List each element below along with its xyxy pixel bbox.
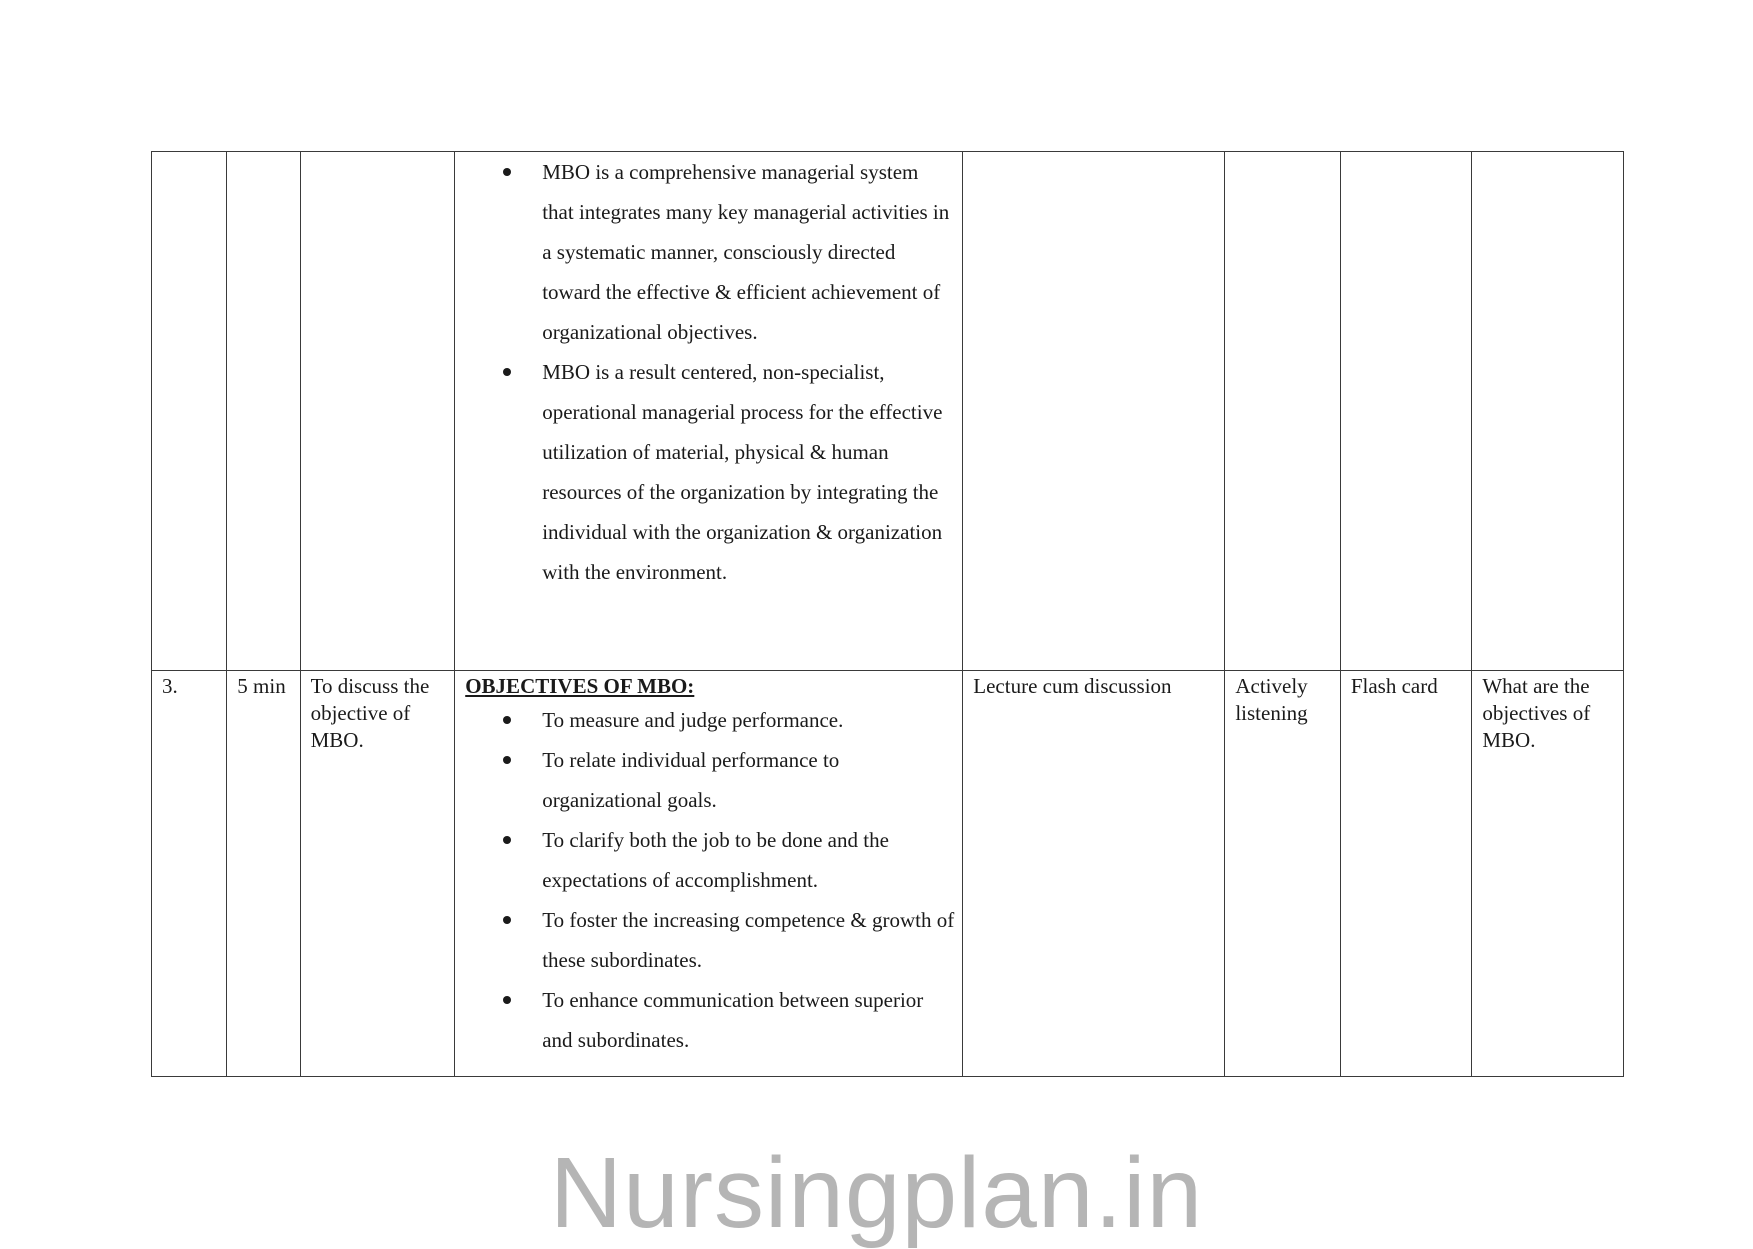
list-item bbox=[455, 152, 962, 352]
teaching-activity: Lecture cum discussion bbox=[973, 674, 1172, 698]
list-item bbox=[455, 820, 962, 900]
sl-no-cell bbox=[152, 671, 227, 1077]
evaluation-cell bbox=[1472, 671, 1624, 1077]
bullet-icon bbox=[503, 836, 511, 844]
av-aids: Flash card bbox=[1350, 674, 1438, 698]
content-text: MBO is a result centered, non-specialist, operational managerial process for the effective utilization of material, physical & human resources of the organization by integrating the individual with the organization & organization with the environment. bbox=[542, 360, 943, 584]
teaching-activity-cell bbox=[963, 671, 1225, 1077]
content-text: MBO is a comprehensive managerial system that integrates many key managerial activities in a systematic manner, consciously directed toward the effective & efficient achievement of organizational objectives. bbox=[542, 160, 950, 344]
bullet-icon bbox=[503, 168, 511, 176]
learner-activity-cell bbox=[1225, 671, 1340, 1077]
teaching-activity-cell bbox=[963, 152, 1225, 671]
bullet-icon bbox=[503, 756, 511, 764]
time-cell bbox=[227, 152, 300, 671]
time: 5 min bbox=[237, 674, 286, 698]
list-item bbox=[455, 700, 962, 740]
evaluation: What are the objectives of MBO. bbox=[1482, 674, 1591, 752]
av-aids-cell bbox=[1340, 152, 1472, 671]
time-cell bbox=[227, 671, 300, 1077]
objective-cell bbox=[300, 671, 455, 1077]
list-item bbox=[455, 740, 962, 820]
objective-cell bbox=[300, 152, 455, 671]
content-text: To measure and judge performance. bbox=[542, 708, 844, 732]
objective: To discuss the objective of MBO. bbox=[310, 674, 430, 752]
watermark-text: Nursingplan.in bbox=[549, 1137, 1204, 1249]
bullet-icon bbox=[503, 916, 511, 924]
table-row bbox=[152, 152, 1624, 671]
content-cell bbox=[455, 152, 963, 671]
content-cell bbox=[455, 671, 963, 1077]
sl-no-cell bbox=[152, 152, 227, 671]
content-bullet-list bbox=[455, 152, 962, 592]
table-row bbox=[152, 671, 1624, 1077]
learner-activity: Actively listening bbox=[1235, 674, 1308, 725]
content-heading: OBJECTIVES OF MBO: bbox=[465, 674, 695, 698]
list-item bbox=[455, 352, 962, 592]
content-bullet-list bbox=[455, 700, 962, 1060]
bullet-icon bbox=[503, 996, 511, 1004]
content-text: To clarify both the job to be done and the expectations of accomplishment. bbox=[542, 828, 889, 892]
list-item bbox=[455, 980, 962, 1060]
bullet-icon bbox=[503, 716, 511, 724]
av-aids-cell bbox=[1340, 671, 1472, 1077]
content-text: To enhance communication between superior and subordinates. bbox=[542, 988, 924, 1052]
content-text: To relate individual performance to organizational goals. bbox=[542, 748, 840, 812]
content-text: To foster the increasing competence & growth of these subordinates. bbox=[542, 908, 955, 972]
bullet-icon bbox=[503, 368, 511, 376]
lesson-plan-table bbox=[151, 151, 1624, 1077]
evaluation-cell bbox=[1472, 152, 1624, 671]
learner-activity-cell bbox=[1225, 152, 1340, 671]
sl-no: 3. bbox=[162, 674, 178, 698]
list-item bbox=[455, 900, 962, 980]
